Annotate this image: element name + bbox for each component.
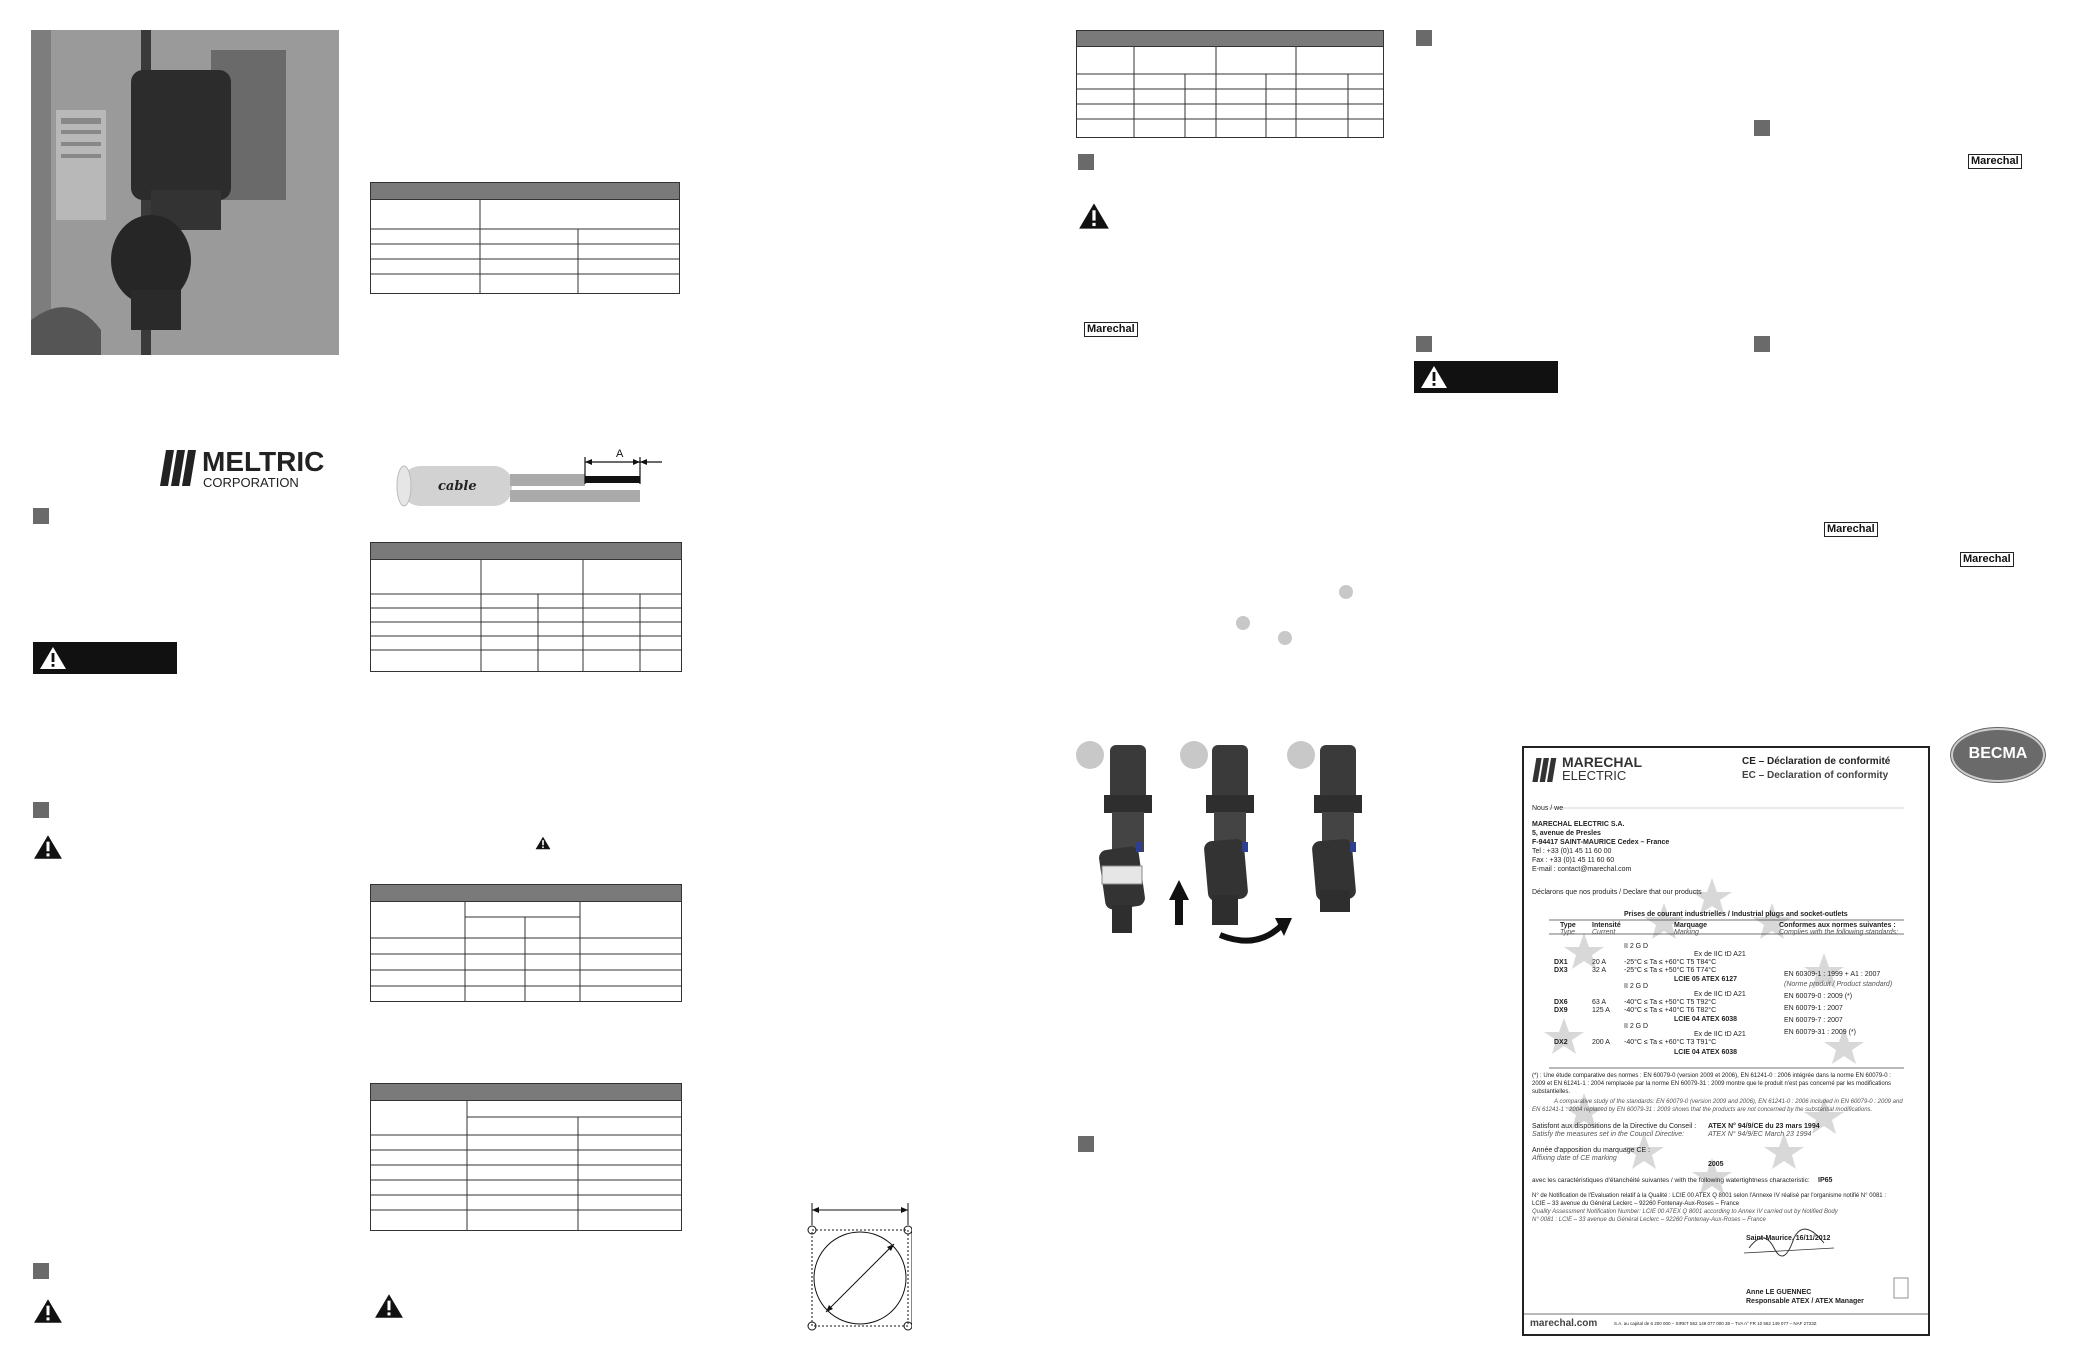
cert-col-type: Type — [1560, 922, 1576, 929]
cert-products: Prises de courant industrielles / Industrial plugs and socket-outlets — [1624, 911, 1848, 918]
meltric-logo — [160, 448, 330, 488]
meltric-logo-name: MELTRIC — [202, 446, 325, 477]
cert-std1b: (Norme produit / Product standard) — [1784, 981, 1893, 988]
product-photo-drawing — [31, 30, 339, 355]
warning-banner — [33, 642, 177, 674]
cert-dx2-current: 200 A — [1592, 1039, 1610, 1046]
cert-note4: A comparative study of the standards: EN 60079-0 (version 2009 and 2006), EN 61241-0 : 2006 included in EN 60079-0 : 2009 and — [1554, 1099, 1903, 1105]
cert-we: Nous / we — [1532, 805, 1564, 812]
cert-col-standards-en: Complies with the following standards: — [1779, 929, 1899, 936]
product-photo — [31, 30, 339, 355]
cable-label: cable — [438, 479, 477, 494]
warning-triangle-icon — [535, 836, 551, 850]
cert-g3-cert: LCIE 04 ATEX 6038 — [1674, 1049, 1738, 1056]
cert-notif3: Quality Assessment Notification Number: LCIE 00 ATEX Q 8001 according to Annex IV carried out by Notified Body — [1532, 1209, 1838, 1215]
warning-triangle-icon — [1078, 202, 1110, 230]
cert-tel: Tel : +33 (0)1 45 11 60 00 — [1532, 848, 1612, 855]
cert-signer: Anne LE GUENNEC — [1746, 1289, 1812, 1296]
cert-notif2: LCIE – 33 avenue du Général Leclerc – 92260 Fontenay-Aux-Roses – France — [1532, 1201, 1740, 1207]
meltric-logo-sub: CORPORATION — [203, 475, 299, 490]
table-4 — [370, 1083, 682, 1231]
section-marker — [1078, 1136, 1094, 1152]
cert-note2: 2009 et EN 61241-1 : 2004 remplacée par la norme EN 60079-31 : 2009 montre que le produit n'est pas concerné par les modifications — [1532, 1081, 1892, 1087]
cert-dx6-current: 63 A — [1592, 999, 1607, 1006]
cert-dx3-current: 32 A — [1592, 967, 1607, 974]
section-marker — [1416, 336, 1432, 352]
cert-brand-line2: ELECTRIC — [1562, 768, 1627, 783]
cert-g3-ex: Ex de IIC tD A21 — [1694, 1031, 1746, 1038]
cert-g1-ex: Ex de IIC tD A21 — [1694, 951, 1746, 958]
cert-g2-t2: -40°C ≤ Ta ≤ +40°C T6 T82°C — [1624, 1007, 1717, 1014]
cert-note5: EN 61241-1 : 2004 replaced by EN 60079-31 : 2009 shows that the products are not concerned by the substantial modifications. — [1532, 1107, 1873, 1113]
cert-g2-mark: II 2 G D — [1624, 983, 1649, 990]
cert-notif4: N° 0081 : LCIE – 33 avenue du Général Leclerc – 92260 Fontenay-Aux-Roses – France — [1532, 1217, 1766, 1223]
warning-triangle-icon — [33, 1298, 63, 1324]
cert-website: marechal.com — [1530, 1318, 1598, 1329]
cert-ip-line: avec les caractéristiques d'étanchéité suivantes / with the following watertightness characteristic: — [1532, 1177, 1810, 1184]
assembly-steps-illustration — [1072, 740, 1402, 960]
cert-title-en: EC – Declaration of conformity — [1742, 770, 1889, 781]
cert-g1-t2: -25°C ≤ Ta ≤ +50°C T6 T74°C — [1624, 967, 1717, 974]
cert-ce-year: 2005 — [1708, 1161, 1724, 1168]
cert-dx9-current: 125 A — [1592, 1007, 1610, 1014]
cert-note3: substantielles. — [1532, 1089, 1571, 1095]
cert-city: F-94417 SAINT-MAURICE Cedex – France — [1532, 839, 1670, 846]
cert-directive-value-en: ATEX N° 94/9/EC March 23 1994 — [1708, 1131, 1812, 1138]
table-2 — [370, 542, 682, 672]
section-marker — [1754, 120, 1770, 136]
callout-dot — [1278, 631, 1292, 645]
cert-title-fr: CE – Déclaration de conformité — [1742, 756, 1891, 767]
cert-col-standards: Conformes aux normes suivantes : — [1779, 922, 1896, 929]
cert-g3-t1: -40°C ≤ Ta ≤ +60°C T3 T91°C — [1624, 1039, 1717, 1046]
section-marker — [1078, 154, 1094, 170]
cert-std5: EN 60079-31 : 2009 (*) — [1784, 1029, 1856, 1036]
dimension-label: A — [616, 448, 624, 460]
cert-street: 5, avenue de Presles — [1532, 830, 1601, 837]
cert-footer: S.A. au capital de 6 200 000 – SIRET 562 149 077 000 38 – TVA n° FR 10 562 149 077 – NAF 2733Z — [1614, 1321, 1817, 1326]
cert-g2-ex: Ex de IIC tD A21 — [1694, 991, 1746, 998]
cert-place-date: Saint-Maurice, 16/11/2012 — [1746, 1235, 1831, 1242]
marechal-mark: Marechal — [1084, 322, 1138, 337]
cert-g2-t1: -40°C ≤ Ta ≤ +50°C T5 T92°C — [1624, 999, 1717, 1006]
cert-email: E-mail : contact@marechal.com — [1532, 866, 1632, 873]
declaration-certificate — [1522, 746, 1930, 1336]
cert-dx1-current: 20 A — [1592, 959, 1607, 966]
meltric-logo-mark-icon — [160, 450, 198, 486]
cert-ip-value: IP65 — [1818, 1177, 1833, 1184]
callout-dot — [1236, 616, 1250, 630]
cert-signer-role: Responsable ATEX / ATEX Manager — [1746, 1298, 1864, 1305]
cert-ce-year-fr: Année d'apposition du marquage CE : — [1532, 1147, 1651, 1154]
cert-std3: EN 60079-1 : 2007 — [1784, 1005, 1843, 1012]
section-marker — [1754, 336, 1770, 352]
cert-std1: EN 60309-1 : 1999 + A1 : 2007 — [1784, 971, 1881, 978]
marechal-mark: Marechal — [1968, 154, 2022, 169]
table-5 — [1076, 30, 1384, 138]
cert-col-marking-en: Marking — [1674, 929, 1699, 936]
cert-col-current: Intensité — [1592, 922, 1621, 929]
section-marker — [33, 1263, 49, 1279]
cert-dx6-type: DX6 — [1554, 999, 1568, 1006]
cert-directive-value: ATEX N° 94/9/CE du 23 mars 1994 — [1708, 1123, 1820, 1130]
cert-fax: Fax : +33 (0)1 45 11 60 60 — [1532, 857, 1615, 864]
cert-g1-cert: LCIE 05 ATEX 6127 — [1674, 976, 1738, 983]
table-3 — [370, 884, 682, 1002]
cert-dx9-type: DX9 — [1554, 1007, 1568, 1014]
marechal-electric-logo-mark-icon — [1532, 758, 1558, 782]
warning-triangle-icon — [374, 1293, 404, 1319]
cert-dx3-type: DX3 — [1554, 967, 1568, 974]
cert-notif1: N° de Notification de l'Evaluation relatif à la Qualité : LCIE 00 ATEX Q 8001 selon l'Annexe IV réalisé par l'organisme notifié N° 0081 : — [1532, 1193, 1886, 1199]
cert-directive-en: Satisfy the measures set in the Council Directive: — [1532, 1131, 1685, 1138]
cert-std4: EN 60079-7 : 2007 — [1784, 1017, 1843, 1024]
mounting-template-diagram — [802, 1200, 912, 1340]
cert-g1-mark: II 2 G D — [1624, 943, 1649, 950]
cert-dx1-type: DX1 — [1554, 959, 1568, 966]
warning-triangle-icon — [39, 646, 67, 670]
cert-declares: Déclarons que nos produits / Declare that our products — [1532, 889, 1702, 896]
warning-banner — [1414, 361, 1558, 393]
cert-col-current-en: Current — [1592, 929, 1616, 936]
cert-brand-line1: MARECHAL — [1562, 754, 1643, 770]
warning-triangle-icon — [1420, 365, 1448, 389]
cert-col-marking: Marquage — [1674, 922, 1708, 929]
cert-company: MARECHAL ELECTRIC S.A. — [1532, 821, 1625, 828]
marechal-mark: Marechal — [1824, 522, 1878, 537]
section-marker — [33, 508, 49, 524]
cert-note1: (*) : Une étude comparative des normes : EN 60079-0 (version 2009 et 2006), EN 61241-0 : 2006 intégrée dans la norme EN 60079-0 : — [1532, 1073, 1891, 1079]
cert-ce-year-en: Affixing date of CE marking — [1532, 1155, 1617, 1162]
cert-col-type-en: Type — [1560, 929, 1576, 936]
marechal-mark: Marechal — [1960, 552, 2014, 567]
becma-badge — [1951, 728, 2045, 782]
cert-g2-cert: LCIE 04 ATEX 6038 — [1674, 1016, 1738, 1023]
section-marker — [1416, 30, 1432, 46]
cert-dx2-type: DX2 — [1554, 1039, 1568, 1046]
cert-std2: EN 60079-0 : 2009 (*) — [1784, 993, 1853, 1000]
section-marker — [33, 802, 49, 818]
cert-g3-mark: II 2 G D — [1624, 1023, 1649, 1030]
cert-g1-t1: -25°C ≤ Ta ≤ +60°C T5 T84°C — [1624, 959, 1717, 966]
table-1 — [370, 182, 680, 294]
callout-dot — [1339, 585, 1353, 599]
warning-triangle-icon — [33, 834, 63, 860]
cert-directive-fr: Satisfont aux dispositions de la Directive du Conseil : — [1532, 1123, 1697, 1130]
becma-badge-label: BECMA — [1968, 745, 2028, 762]
